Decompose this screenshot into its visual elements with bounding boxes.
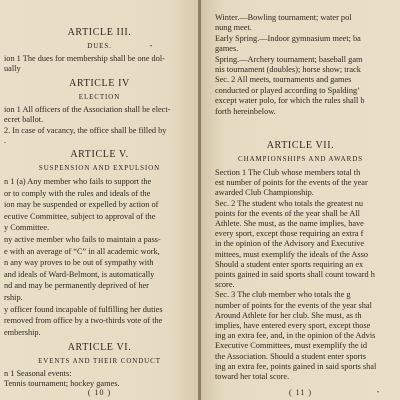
article-4-title: ARTICLE IV — [69, 78, 130, 89]
text-line: ecret ballot. — [4, 115, 44, 125]
article-5-subtitle: SUSPENSION AND EXPULSION — [38, 164, 161, 172]
article-6-title: ARTICLE VI. — [67, 342, 132, 353]
text-line: Section 1 The Club whose members total th — [215, 168, 361, 177]
text-line: 2. In case of vacancy, the office shall be filled by — [4, 125, 167, 135]
text-line: games. — [215, 44, 239, 54]
article-4-subtitle: ELECTION — [78, 93, 121, 101]
page-number-left: ( 10 ) — [87, 388, 112, 397]
text-line: ion 1 All officers of the Association shall be elect- — [4, 105, 171, 114]
text-line: n 1 Seasonal events: — [4, 369, 72, 378]
text-line: Tennis tournament; hockey games. — [4, 378, 120, 388]
page-mark: • — [377, 390, 380, 396]
text-line: Sec. 3 The club member who totals the g — [215, 290, 351, 300]
text-line: Around Athlete for her club. She must, as th — [215, 310, 362, 320]
text-line: the Association. Should a student enter sports — [215, 351, 366, 361]
text-line: Spring.—Archery tournament; baseball gam — [215, 54, 363, 64]
text-line: conducted or played according to Spalding’ — [215, 85, 360, 95]
text-line: Winter.—Bowling tournament; water pol — [215, 13, 352, 22]
article-7-title: ARTICLE VII. — [266, 140, 335, 151]
right-page — [201, 0, 400, 400]
text-line: nis tournament (doubles); horse show; track — [215, 65, 361, 74]
text-line: awarded Club Championship. — [215, 188, 314, 198]
text-line: n 1 (a) Any member who fails to support the — [4, 177, 152, 186]
text-line: Sec. 2 The student who totals the greatest nu — [215, 198, 364, 208]
text-line: ion may be suspended or expelled by action of — [4, 200, 159, 210]
text-line: y officer found incapable of fulfilling her duties — [4, 304, 163, 314]
page-mark: • — [150, 44, 153, 50]
article-3-subtitle: DUES. — [87, 42, 112, 50]
text-line: score. — [215, 280, 235, 290]
text-line: . — [4, 135, 7, 145]
text-line: forth hereinbelow. — [215, 106, 276, 116]
text-line: Should a student enter sports requiring an ex — [215, 259, 364, 269]
article-6-subtitle: EVENTS AND THEIR CONDUCT — [38, 357, 161, 365]
text-line: Sec. 2 All meets, tournaments and games — [215, 75, 352, 85]
text-line: points gained in said sports shall count toward h — [215, 270, 375, 279]
text-line: ing an extra fee, points gained in said sports shal — [215, 361, 377, 371]
text-line: except water polo, for which the rules shall b — [215, 96, 365, 106]
text-line: and ideals of Ward-Belmont, is automatically — [4, 269, 155, 279]
text-line: nd and may be permanently deprived of her — [4, 281, 149, 291]
text-line: e with an average of “C” in all academic work, — [4, 246, 160, 256]
article-5-title: ARTICLE V. — [70, 149, 129, 160]
text-line: Athlete. She must, as the name implies, have — [215, 219, 364, 228]
article-3-title: ARTICLE III. — [67, 27, 132, 38]
text-line: n any way proves to be out of sympathy with — [4, 258, 154, 268]
text-line: points for the events of the year shall be All — [215, 208, 360, 218]
text-line: or to comply with the rules and ideals of the — [4, 188, 151, 198]
text-line: est number of points for the events of the year — [215, 178, 368, 188]
left-page — [0, 0, 199, 400]
text-line: ion 1 The dues for membership shall be one dol- — [4, 54, 165, 63]
text-line: toward her total score. — [215, 372, 290, 381]
text-line: every sport, except those requiring an extra f — [215, 229, 364, 239]
text-line: ecutive Committee, subject to approval of the — [4, 211, 156, 221]
text-line: rship. — [4, 293, 23, 302]
text-line: ny active member who fails to maintain a pass- — [4, 235, 161, 244]
text-line: number of points for the events of the year shal — [215, 300, 372, 310]
text-line: nung meet. — [215, 23, 252, 33]
text-line: implies, have entered every sport, except those — [215, 321, 371, 330]
text-line: ing an extra fee, and, in the opinion of the Advis — [215, 331, 376, 341]
text-line: Early Spring.—Indoor gymnasium meet; ba — [215, 33, 361, 43]
text-line: embership. — [4, 327, 41, 337]
text-line: ually — [4, 64, 21, 73]
page-number-right: ( 11 ) — [288, 388, 313, 397]
text-line: removed from office by a two-thirds vote of the — [4, 316, 163, 326]
text-line: in the opinion of the Advisory and Executive — [215, 239, 365, 249]
text-line: mittees, must exemplify the ideals of the Asso — [215, 249, 369, 259]
text-line: y Committee. — [4, 223, 50, 233]
article-7-subtitle: CHAMPIONSHIPS AND AWARDS — [238, 155, 363, 163]
text-line: Executive Committees, must exemplify the id — [215, 341, 368, 351]
